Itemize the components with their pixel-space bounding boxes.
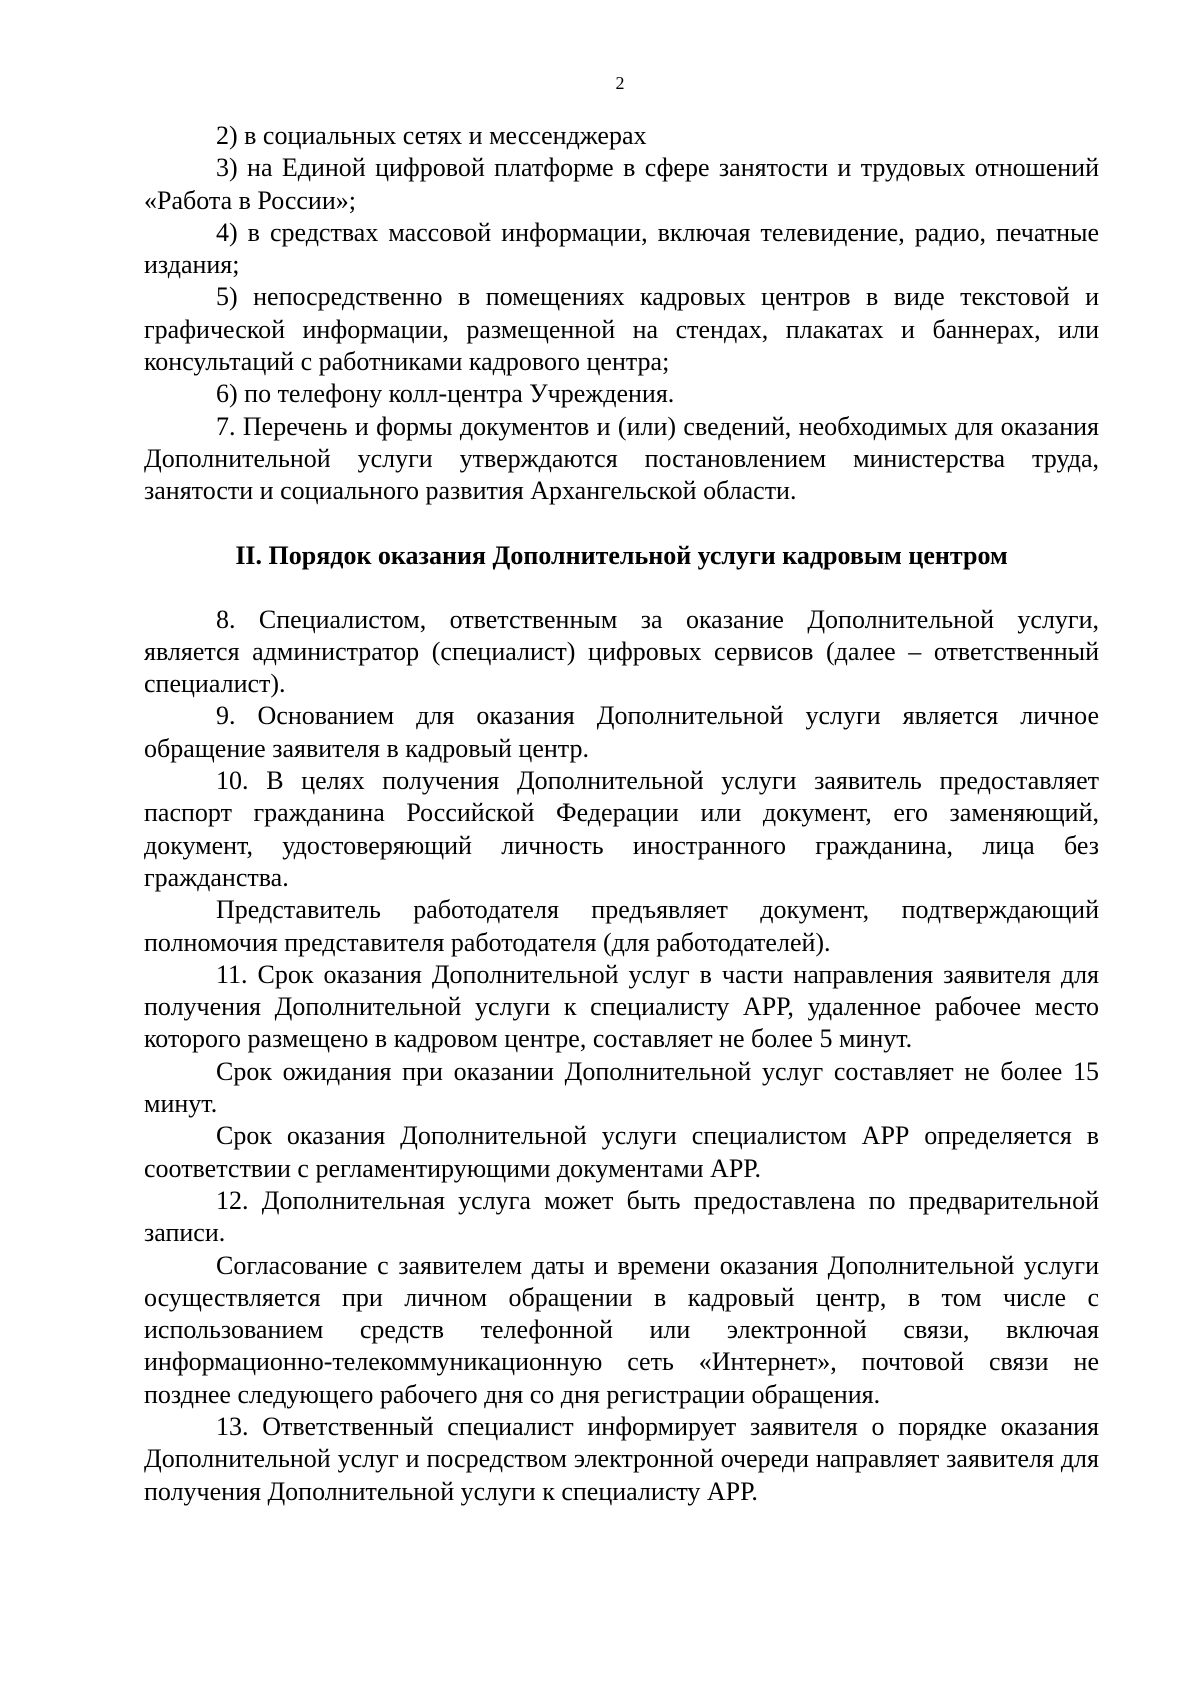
list-item-3: 3) на Единой цифровой платформе в сфере занятости и трудовых отношений «Работа в России»;	[144, 153, 1099, 215]
clause-8: 8. Специалистом, ответственным за оказание Дополнительной услуги, является администратор (специалист) цифровых сервисов (далее – ответственный специалист).	[144, 604, 1099, 699]
clause-12: 12. Дополнительная услуга может быть предоставлена по предварительной записи.	[144, 1185, 1099, 1248]
clause-10-employer-representative: Представитель работодателя предъявляет документ, подтверждающий полномочия представителя работодателя (для работодателей).	[144, 895, 1099, 957]
list-item-4: 4) в средствах массовой информации, включая телевидение, радио, печатные издания;	[144, 217, 1099, 280]
clause-13: 13. Ответственный специалист информирует заявителя о порядке оказания Дополнительной услуг и посредством электронной очереди направляет заявителя для получения Дополнительной услуги к специалисту АРР.	[144, 1411, 1099, 1506]
clause-11: 11. Срок оказания Дополнительной услуг в части направления заявителя для получения Дополнительной услуги к специалисту АРР, удаленное рабочее место которого размещено в кадровом центре, составляет не более 5 минут.	[144, 959, 1099, 1054]
section-heading: II. Порядок оказания Дополнительной услуги кадровым центром	[235, 540, 1008, 570]
list-item-2: 2) в социальных сетях и мессенджерах	[216, 121, 647, 150]
clause-7: 7. Перечень и формы документов и (или) сведений, необходимых для оказания Дополнительной услуги утверждаются постановлением министерства труда, занятости и социального развития Архангельской области.	[144, 411, 1099, 506]
clause-12-scheduling: Согласование с заявителем даты и времени оказания Дополнительной услуги осуществляется при личном обращении в кадровый центр, в том числе с использованием средств телефонной или электронной связи, включая информационно-телекоммуникационную сеть «Интернет», почтовой связи не позднее следующего рабочего дня со дня регистрации обращения.	[144, 1250, 1099, 1409]
document-body	[144, 120, 1099, 1508]
clause-11-app-service-time: Срок оказания Дополнительной услуги специалистом АРР определяется в соответствии с регламентирующими документами АРР.	[144, 1121, 1099, 1183]
clause-9: 9. Основанием для оказания Дополнительной услуги является личное обращение заявителя в кадровый центр.	[144, 701, 1099, 763]
page-number: 2	[615, 73, 625, 93]
clause-11-waiting-time: Срок ожидания при оказании Дополнительной услуг составляет не более 15 минут.	[144, 1056, 1099, 1119]
clause-10: 10. В целях получения Дополнительной услуги заявитель предоставляет паспорт гражданина Российской Федерации или документ, его заменяющий, документ, удостоверяющий личность иностранного гражданина, лица без гражданства.	[144, 766, 1099, 892]
list-item-6: 6) по телефону колл-центра Учреждения.	[216, 379, 675, 409]
list-item-5: 5) непосредственно в помещениях кадровых центров в виде текстовой и графической информации, размещенной на стендах, плакатах и баннерах, или консультаций с работниками кадрового центра;	[144, 282, 1099, 377]
